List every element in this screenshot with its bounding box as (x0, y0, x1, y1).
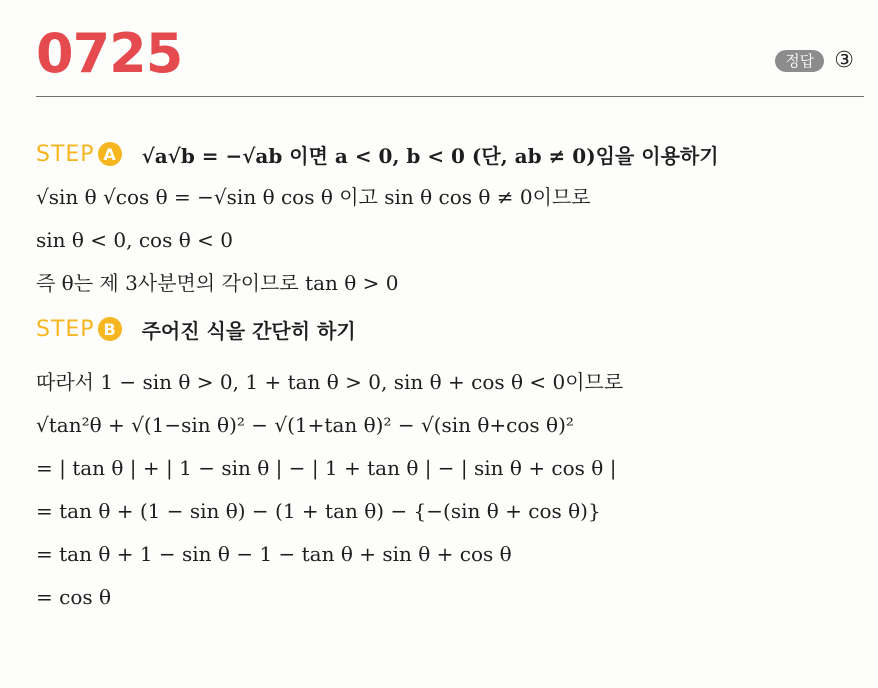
header-divider (36, 96, 864, 97)
step-a-line: sin θ < 0, cos θ < 0 (36, 228, 233, 252)
step-b-label: STEP (36, 316, 95, 342)
step-b-line: = | tan θ | + | 1 − sin θ | − | 1 + tan θ | − | sin θ + cos θ | (36, 456, 617, 480)
step-a-line: √sin θ √cos θ = −√sin θ cos θ 이고 sin θ cos θ ≠ 0이므로 (36, 185, 591, 209)
step-a-title: √a√b = −√ab 이면 a < 0, b < 0 (단, ab ≠ 0)임을 이용하기 (141, 143, 719, 168)
step-b-line: √tan²θ + √(1−sin θ)² − √(1+tan θ)² − √(sin θ+cos θ)² (36, 413, 574, 437)
step-a-badge: A (98, 142, 122, 166)
step-a-line: 즉 θ는 제 3사분면의 각이므로 tan θ > 0 (36, 271, 399, 295)
step-b-badge: B (98, 317, 122, 341)
step-b-line: = cos θ (36, 585, 112, 609)
problem-number: 0725 (36, 22, 183, 85)
answer-box (775, 48, 854, 73)
step-b-line: = tan θ + 1 − sin θ − 1 − tan θ + sin θ + cos θ (36, 542, 512, 566)
step-b-line: 따라서 1 − sin θ > 0, 1 + tan θ > 0, sin θ + cos θ < 0이므로 (36, 370, 624, 394)
answer-label: 정답 (775, 50, 824, 72)
solution-body (36, 132, 864, 619)
step-b-heading (36, 307, 864, 351)
step-a-heading (36, 132, 864, 176)
step-a-label: STEP (36, 141, 95, 167)
answer-value: ③ (834, 48, 854, 73)
step-b-title: 주어진 식을 간단히 하기 (141, 318, 356, 343)
step-b-line: = tan θ + (1 − sin θ) − (1 + tan θ) − {−(sin θ + cos θ)} (36, 499, 601, 523)
